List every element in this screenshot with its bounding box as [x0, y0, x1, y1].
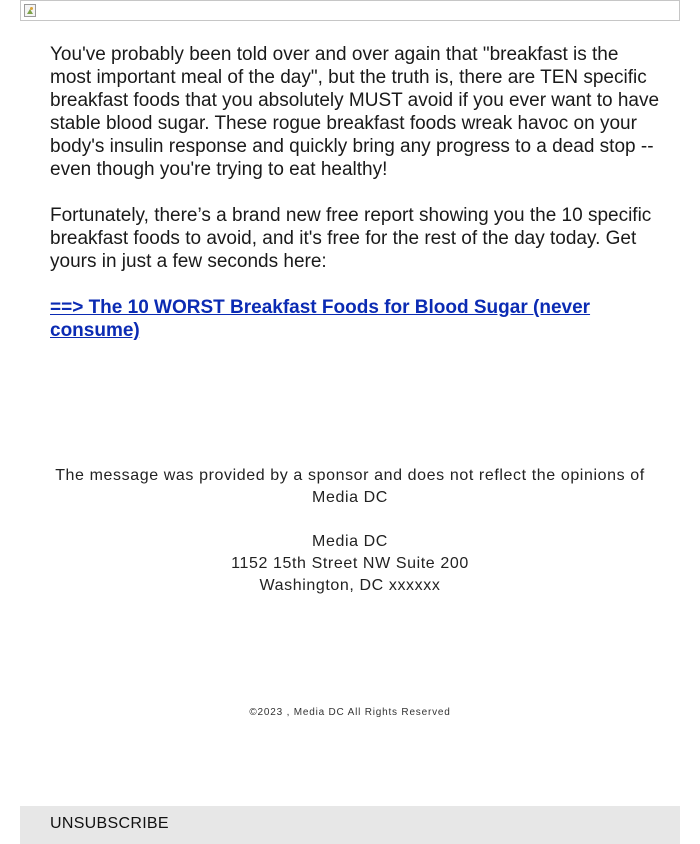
report-cta-link[interactable]: ==> The 10 WORST Breakfast Foods for Blood Sugar (never consume) [50, 297, 591, 341]
address-line-1: 1152 15th Street NW Suite 200 [231, 555, 469, 572]
unsubscribe-bar [20, 806, 680, 844]
broken-image-icon [24, 4, 36, 17]
address-line-2: Washington, DC xxxxxx [259, 577, 441, 594]
sponsor-footer [40, 465, 660, 597]
header-banner-image [20, 0, 680, 21]
offer-paragraph: Fortunately, there’s a brand new free report showing you the 10 specific breakfast foods to avoid, and it's free for the rest of the day today. Get yours in just a few seconds here: [50, 205, 652, 272]
copyright-notice: ©2023 , Media DC All Rights Reserved [249, 707, 451, 718]
company-name: Media DC [312, 533, 388, 550]
sponsor-disclaimer: The message was provided by a sponsor and does not reflect the opinions of Media DC [55, 467, 645, 506]
unsubscribe-link[interactable]: UNSUBSCRIBE [50, 815, 169, 832]
email-body [50, 43, 660, 342]
intro-paragraph: You've probably been told over and over again that "breakfast is the most important meal of the day", but the truth is, there are TEN specific breakfast foods that you absolutely MUST avoid if you ever want to have stable blood sugar. These rogue breakfast foods wreak havoc on your body's insulin response and quickly bring any progress to a dead stop -- even though you're trying to eat healthy! [50, 44, 660, 180]
